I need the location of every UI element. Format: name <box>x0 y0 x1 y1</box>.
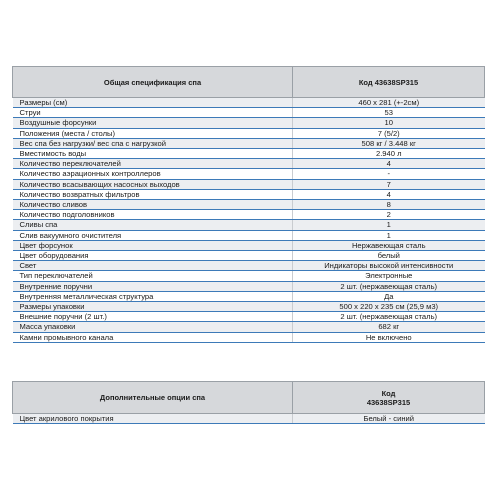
row-value: 2 шт. (нержавеющая сталь) <box>293 312 485 322</box>
row-value: 4 <box>293 159 485 169</box>
row-label: Цвет акрилового покрытия <box>13 414 293 424</box>
options-table-body <box>13 414 485 424</box>
spa-spec-table <box>12 66 485 343</box>
row-value: 7 (5/2) <box>293 128 485 138</box>
options-header-label: Дополнительные опции спа <box>13 382 293 414</box>
row-label: Количество сливов <box>13 200 293 210</box>
spec-table-body <box>13 98 485 343</box>
row-value: 500 x 220 x 235 см (25,9 м3) <box>293 302 485 312</box>
row-label: Внутренняя металлическая структура <box>13 291 293 301</box>
row-label: Тип переключателей <box>13 271 293 281</box>
table-row <box>13 271 485 281</box>
row-label: Цвет оборудования <box>13 251 293 261</box>
row-value: Нержавеющая сталь <box>293 240 485 250</box>
row-label: Размеры (см) <box>13 98 293 108</box>
options-header-code-line1: Код <box>381 388 396 398</box>
row-label: Слив вакуумного очистителя <box>13 230 293 240</box>
table-row <box>13 169 485 179</box>
table-row <box>13 332 485 342</box>
row-value: 8 <box>293 200 485 210</box>
row-value: белый <box>293 251 485 261</box>
row-value: Не включено <box>293 332 485 342</box>
options-header-code <box>293 382 485 414</box>
row-value: 2.940 л <box>293 149 485 159</box>
table-row <box>13 159 485 169</box>
row-label: Количество возвратных фильтров <box>13 189 293 199</box>
row-label: Вес спа без нагрузки/ вес спа с нагрузкой <box>13 138 293 148</box>
table-row <box>13 312 485 322</box>
row-value: 2 <box>293 210 485 220</box>
row-value: 682 кг <box>293 322 485 332</box>
table-row <box>13 149 485 159</box>
row-value: 2 шт. (нержавеющая сталь) <box>293 281 485 291</box>
row-value: 508 кг / 3.448 кг <box>293 138 485 148</box>
row-label: Свет <box>13 261 293 271</box>
row-label: Количество переключателей <box>13 159 293 169</box>
options-header-code-line2: 43638SP315 <box>366 397 411 407</box>
row-label: Внешние поручни (2 шт.) <box>13 312 293 322</box>
row-label: Камни промывного канала <box>13 332 293 342</box>
row-value: Индикаторы высокой интенсивности <box>293 261 485 271</box>
table-row <box>13 128 485 138</box>
spa-options-table <box>12 381 485 424</box>
table-row <box>13 414 485 424</box>
table-row <box>13 108 485 118</box>
table-row <box>13 251 485 261</box>
table-row <box>13 118 485 128</box>
row-value: 4 <box>293 189 485 199</box>
table-row <box>13 261 485 271</box>
row-value: 53 <box>293 108 485 118</box>
table-row <box>13 98 485 108</box>
row-label: Количество подголовников <box>13 210 293 220</box>
table-row <box>13 302 485 312</box>
table-row <box>13 220 485 230</box>
row-label: Воздушные форсунки <box>13 118 293 128</box>
row-label: Вместимость воды <box>13 149 293 159</box>
row-label: Положения (места / столы) <box>13 128 293 138</box>
row-value: 10 <box>293 118 485 128</box>
row-value: - <box>293 169 485 179</box>
row-label: Внутренние поручни <box>13 281 293 291</box>
row-value: 460 x 281 (+-2см) <box>293 98 485 108</box>
row-value: 1 <box>293 220 485 230</box>
row-label: Сливы спа <box>13 220 293 230</box>
row-value: 1 <box>293 230 485 240</box>
row-value: Электронные <box>293 271 485 281</box>
table-row <box>13 281 485 291</box>
spec-header-code: Код 43638SP315 <box>293 67 485 98</box>
row-label: Количество аэрационных контроллеров <box>13 169 293 179</box>
row-value: Да <box>293 291 485 301</box>
table-row <box>13 322 485 332</box>
table-row <box>13 291 485 301</box>
table-row <box>13 240 485 250</box>
row-value: 7 <box>293 179 485 189</box>
spec-header-label: Общая спецификация спа <box>13 67 293 98</box>
table-row <box>13 200 485 210</box>
row-value: Белый - синий <box>293 414 485 424</box>
row-label: Масса упаковки <box>13 322 293 332</box>
table-row <box>13 230 485 240</box>
row-label: Цвет форсунок <box>13 240 293 250</box>
table-row <box>13 210 485 220</box>
row-label: Струи <box>13 108 293 118</box>
table-row <box>13 189 485 199</box>
table-row <box>13 179 485 189</box>
table-row <box>13 138 485 148</box>
row-label: Количество всасывающих насосных выходов <box>13 179 293 189</box>
row-label: Размеры упаковки <box>13 302 293 312</box>
